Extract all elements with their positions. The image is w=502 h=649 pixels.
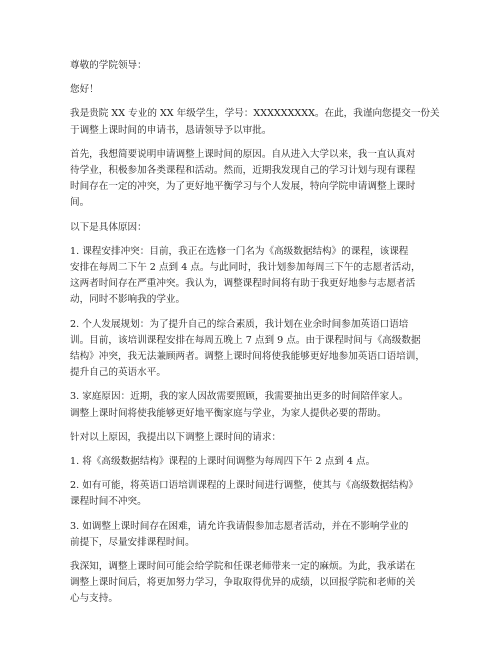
closing-line: 我深知，调整上课时间可能会给学院和任课老师带来一定的麻烦。为此，我承诺在	[70, 561, 416, 573]
reason-1-line: 动，同时不影响我的学业。	[70, 294, 186, 306]
request-3-paragraph	[70, 519, 456, 551]
reason-2-line: 结构》冲突，我无法兼顾两者。调整上课时间将使我能够更好地参加英语口语培训，	[70, 351, 425, 363]
reason-3-paragraph	[70, 389, 456, 421]
closing-line: 调整上课时间后，将更加努力学习，争取取得优异的成绩，以回报学院和老师的关	[70, 577, 416, 589]
reason-2-paragraph	[70, 317, 456, 382]
request-2-line: 2. 如有可能，将英语口语培训课程的上课时间进行调整，使其与《高级数据结构》	[70, 480, 418, 492]
reason-2-line: 训。目前，该培训课程安排在每周五晚上 7 点到 9 点。由于课程时间与《高级数据	[70, 334, 421, 346]
reason-1-paragraph	[70, 244, 456, 309]
request-1-paragraph	[70, 454, 456, 470]
request-1-line: 1. 将《高级数据结构》课程的上课时间调整为每周四下午 2 点到 4 点。	[70, 456, 376, 468]
greeting-line: 您好！	[70, 84, 99, 96]
greeting	[70, 82, 456, 98]
reason-2-line: 提升自己的英语水平。	[70, 367, 166, 379]
request-2-line: 课程时间不冲突。	[70, 496, 147, 508]
first-paragraph	[70, 147, 456, 212]
intro-line: 于调整上课时间的申请书，恳请领导予以审批。	[70, 124, 272, 136]
reason-3-line: 调整上课时间将使我能够更好地平衡家庭与学业，为家人提供必要的帮助。	[70, 407, 387, 419]
reason-1-line: 1. 课程安排冲突：目前，我正在选修一门名为《高级数据结构》的课程，该课程	[70, 245, 409, 257]
salutation	[70, 58, 456, 74]
closing-paragraph	[70, 559, 456, 608]
closing-line: 心与支持。	[70, 593, 118, 605]
first-line: 间。	[70, 197, 90, 209]
reasons-header-line: 以下是具体原因：	[70, 221, 147, 233]
reasons-header	[70, 220, 456, 236]
reason-1-line: 这两者时间存在严重冲突。我认为，调整课程时间将有助于我更好地参与志愿者活	[70, 278, 416, 290]
intro-line: 我是贵院 XX 专业的 XX 年级学生，学号：XXXXXXXXX。在此，我谨向您提交一份关	[70, 108, 440, 120]
salutation-line: 尊敬的学院领导：	[70, 60, 147, 71]
reason-3-line: 3. 家庭原因：近期，我的家人因故需要照顾，我需要抽出更多的时间陪伴家人。	[70, 391, 409, 403]
request-3-line: 3. 如调整上课时间存在困难，请允许我请假参加志愿者活动，并在不影响学业的	[70, 520, 409, 532]
intro-paragraph	[70, 106, 456, 138]
first-line: 时间存在一定的冲突，为了更好地平衡学习与个人发展，特向学院申请调整上课时	[70, 181, 416, 193]
requests-header-line: 针对以上原因，我提出以下调整上课时间的请求：	[70, 431, 282, 443]
first-line: 待学业，积极参加各类课程和活动。然而，近期我发现自己的学习计划与现有课程	[70, 165, 416, 177]
reason-1-line: 安排在每周二下午 2 点到 4 点。与此同时，我计划参加每周三下午的志愿者活动，	[70, 262, 421, 274]
first-line: 首先，我想简要说明申请调整上课时间的原因。自从进入大学以来，我一直认真对	[70, 148, 416, 160]
request-2-paragraph	[70, 478, 456, 510]
request-3-line: 前提下，尽量安排课程时间。	[70, 536, 195, 548]
requests-header	[70, 430, 456, 446]
reason-2-line: 2. 个人发展规划：为了提升自己的综合素质，我计划在业余时间参加英语口语培	[70, 318, 409, 330]
